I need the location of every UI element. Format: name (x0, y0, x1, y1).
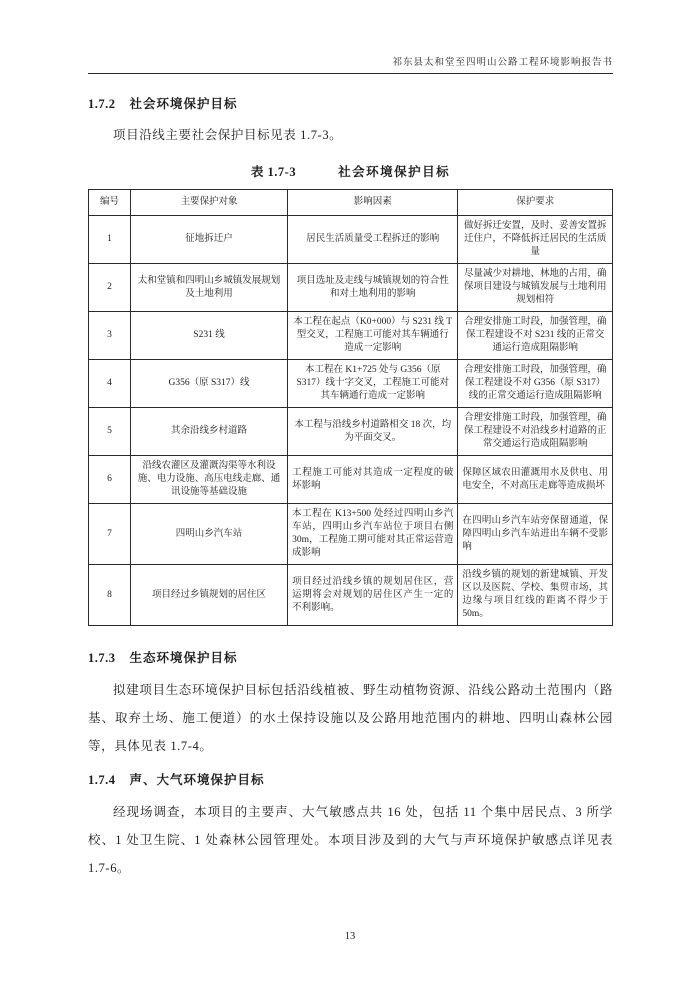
table-row (89, 216, 613, 264)
cell-number: 6 (89, 456, 131, 504)
section-1-7-4-body: 经现场调查，本项目的主要声、大气敏感点共 16 处，包括 11 个集中居民点、3 所学校、1 处卫生院、1 处森林公园管理处。本项目涉及到的大气与声环境保护敏感点详见表 1.7-6。 (88, 805, 613, 875)
col-header-requirement: 保护要求 (458, 190, 613, 216)
cell-number: 5 (89, 408, 131, 456)
cell-object: 四明山乡汽车站 (130, 504, 287, 565)
cell-factor: 本工程在 K13+500 处经过四明山乡汽车站，四明山乡汽车站位于项目右侧 30m，工程施工期可能对其正常运营造成影响 (288, 504, 458, 565)
cell-factor: 项目选址及走线与城镇规划的符合性和对土地利用的影响 (288, 264, 458, 312)
cell-requirement: 合理安排施工时段，加强管理，确保工程建设不对 S231 线的正常交通运行造成阻隔影响 (458, 312, 613, 360)
cell-object: 征地拆迁户 (130, 216, 287, 264)
cell-requirement: 尽量减少对耕地、林地的占用，确保项目建设与城镇发展与土地利用规划相符 (458, 264, 613, 312)
cell-factor: 本工程与沿线乡村道路相交 18 次，均为平面交叉。 (288, 408, 458, 456)
table-row (89, 565, 613, 626)
cell-object: 项目经过乡镇规划的居住区 (130, 565, 287, 626)
section-heading-1-7-2 (88, 96, 613, 113)
section-number: 1.7.2 (88, 97, 116, 111)
cell-object: 其余沿线乡村道路 (130, 408, 287, 456)
table-header-row (89, 190, 613, 216)
section-title: 社会环境保护目标 (129, 97, 238, 111)
cell-object: 太和堂镇和四明山乡城镇发展规划及土地利用 (130, 264, 287, 312)
cell-number: 8 (89, 565, 131, 626)
running-header (88, 0, 613, 74)
cell-object: S231 线 (130, 312, 287, 360)
section-title: 生态环境保护目标 (129, 651, 238, 665)
col-header-factor: 影响因素 (288, 190, 458, 216)
cell-factor: 本工程在 K1+725 处与 G356（原 S317）线十字交叉，工程施工可能对其车辆通行造成一定影响 (288, 360, 458, 408)
running-header-text: 祁东县太和堂至四明山公路工程环境影响报告书 (392, 58, 613, 68)
table-row (89, 504, 613, 565)
cell-number: 3 (89, 312, 131, 360)
section-number: 1.7.3 (88, 651, 116, 665)
cell-number: 4 (89, 360, 131, 408)
cell-factor: 项目经过沿线乡镇的规划居住区，营运期将会对规划的居住区产生一定的不利影响。 (288, 565, 458, 626)
cell-object: G356（原 S317）线 (130, 360, 287, 408)
cell-requirement: 合理安排施工时段，加强管理，确保工程建设不对沿线乡村道路的正常交通运行造成阻隔影响 (458, 408, 613, 456)
section-1-7-3-body: 拟建项目生态环境保护目标包括沿线植被、野生动植物资源、沿线公路动土范围内（路基、取弃土场、施工便道）的水土保持设施以及公路用地范围内的耕地、四明山森林公园等，具体见表 1.7-4。 (88, 683, 613, 753)
cell-requirement: 做好拆迁安置，及时、妥善安置拆迁住户，不降低拆迁居民的生活质量 (458, 216, 613, 264)
page-number: 13 (344, 931, 356, 942)
cell-factor: 居民生活质量受工程拆迁的影响 (288, 216, 458, 264)
cell-factor: 本工程在起点（K0+000）与 S231 线 T 型交叉，工程施工可能对其车辆通行造成一定影响 (288, 312, 458, 360)
table-row (89, 456, 613, 504)
table-caption-label: 表 1.7-3 (250, 165, 297, 179)
table-caption-title: 社会环境保护目标 (338, 165, 451, 179)
section-number: 1.7.4 (88, 773, 116, 787)
section-title: 声、大气环境保护目标 (129, 773, 265, 787)
social-protection-goals-table (88, 189, 613, 626)
cell-number: 2 (89, 264, 131, 312)
cell-number: 1 (89, 216, 131, 264)
table-row (89, 264, 613, 312)
cell-requirement: 合理安排施工时段，加强管理，确保工程建设不对 G356（原 S317）线的正常交通运行造成阻隔影响 (458, 360, 613, 408)
cell-requirement: 保障区域农田灌溉用水及供电、用电安全，不对高压走廊等造成损坏 (458, 456, 613, 504)
section-heading-1-7-3 (88, 650, 613, 667)
section-heading-1-7-4 (88, 772, 613, 789)
col-header-object: 主要保护对象 (130, 190, 287, 216)
table-row (89, 312, 613, 360)
cell-number: 7 (89, 504, 131, 565)
cell-requirement: 沿线乡镇的规划的新建城镇、开发区以及医院、学校、集贸市场，其边缘与项目红线的距离不得少于50m。 (458, 565, 613, 626)
cell-factor: 工程施工可能对其造成一定程度的破坏影响 (288, 456, 458, 504)
cell-object: 沿线农灌区及灌溉沟渠等水利设施、电力设施、高压电线走廊、通讯设施等基础设施 (130, 456, 287, 504)
col-header-number: 编号 (89, 190, 131, 216)
table-row (89, 408, 613, 456)
table-row (89, 360, 613, 408)
section-1-7-2-intro: 项目沿线主要社会保护目标见表 1.7-3。 (113, 128, 343, 142)
table-caption (88, 162, 613, 180)
cell-requirement: 在四明山乡汽车站旁保留通道，保障四明山乡汽车站进出车辆不受影响 (458, 504, 613, 565)
